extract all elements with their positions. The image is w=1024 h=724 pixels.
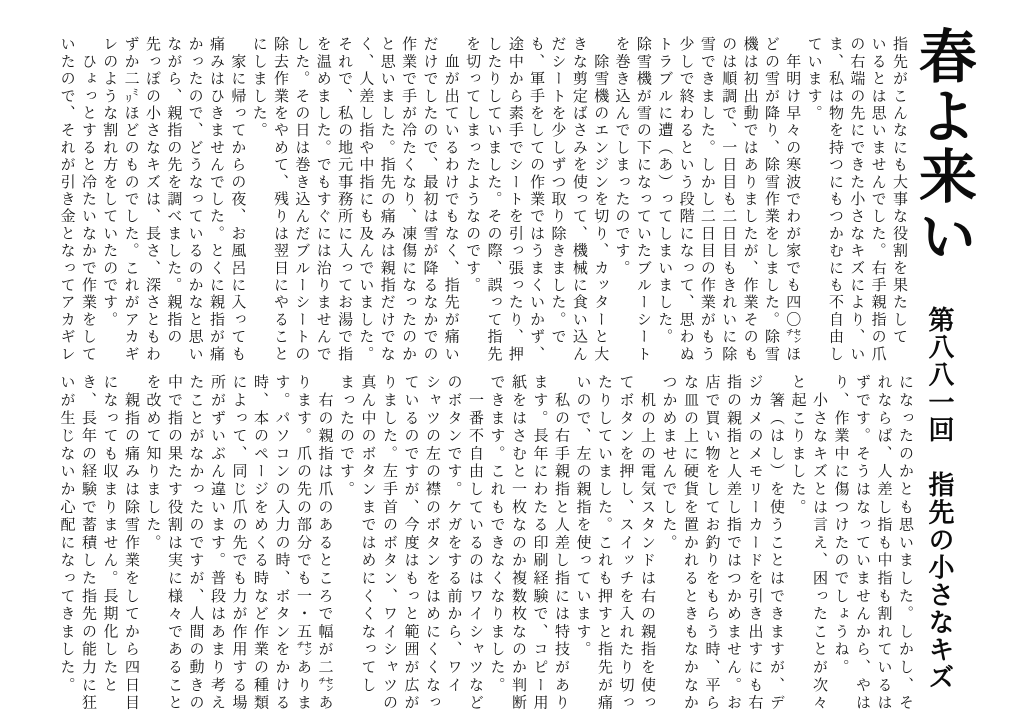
- text-column: トラブルに遭（あ）ってしまいました。: [656, 36, 674, 346]
- text-column: す。パソコンの入力の時、ボタンをかける: [273, 374, 291, 713]
- text-column: どの雪が降り、除雪作業をしました。除雪: [762, 36, 780, 363]
- text-column: 途中から素手でシートを引っ張ったり、押: [506, 36, 524, 363]
- text-column: 指の親指と人差し指ではつかめません。お: [725, 374, 742, 713]
- text-column: 中で指の果たす役割は実に様々であること: [166, 374, 183, 713]
- text-column: だシートを少しずつ取り除きました。で: [549, 36, 567, 346]
- text-column: 箸（はし）を使うことはできますが、デ: [768, 374, 785, 713]
- text-column: 作業で手が冷たくなり、凍傷になったのか: [400, 36, 418, 363]
- text-column: を温めました。でもすぐには治りませんで: [314, 36, 332, 363]
- text-column: のは順調で、一日目も二日目もきれいに除: [720, 36, 738, 363]
- text-column: 親指の痛みは除雪作業をしてから四日目: [123, 374, 140, 713]
- text-column: 一番不自由しているのはワイシャツなど: [467, 374, 484, 713]
- text-column: になっても収まりません。長期化したと: [101, 374, 119, 695]
- text-column: いるとは思いませんでした。右手親指の爪: [869, 36, 887, 363]
- text-column: ジカメのメモリーカードを引き出すにも右: [746, 374, 764, 713]
- text-column: 紙をはさむと一枚なのか複数枚なのか判断: [510, 374, 527, 713]
- text-column: ま、私は物を持つにもつかむにも不自由し: [826, 36, 844, 363]
- text-column: 時、本のページをめくる時など作業の種類: [252, 374, 269, 713]
- text-column: 家に帰ってからの夜、お風呂に入っても: [229, 36, 247, 363]
- text-column: と起こりました。: [789, 374, 807, 517]
- text-column: いので、左の親指を使っています。: [574, 374, 592, 659]
- article-subtitle: 第八八一回 指先の小さなキズ: [925, 306, 955, 691]
- text-column: を切ってしまったようなのです。: [464, 36, 482, 294]
- text-column: ているのですが、今度はもっと範囲が広が: [402, 374, 420, 713]
- text-column: 店で買い物をしてお釣りをもらう時、平ら: [703, 374, 721, 713]
- text-column: によって、同じ爪の先でも力が作用する場: [230, 374, 248, 713]
- text-column: たことがなかったのですが、人間の動きの: [187, 374, 205, 713]
- text-column: と思いました。指先の痛みは親指だけでな: [378, 36, 396, 363]
- text-column: ります。爪の先の部分でも一・五㌢ありま: [295, 374, 312, 713]
- text-column: ずか二㍉ほどのものでした。これがアカギ: [122, 36, 140, 363]
- text-column: かったので、どうなっているのかなと思い: [186, 36, 204, 363]
- text-column: にしました。: [250, 36, 268, 140]
- text-column: つかめませんでした。: [660, 374, 678, 552]
- text-column: 机の上の電気スタンドは右の親指を使っ: [639, 374, 656, 713]
- article-title: 春よ来い: [910, 26, 975, 266]
- text-column: になったのかとも思いました。しかし、そ: [897, 374, 914, 713]
- text-column: も、軍手をしての作業ではうまくいかず、: [528, 36, 546, 363]
- text-column: な皿の上に硬貨を置かれるときもなかなか: [682, 374, 699, 713]
- text-column: レのような割れ方をしていたのです。: [101, 36, 119, 329]
- text-column: いたので、それが引き金となってアカギレ: [58, 36, 76, 363]
- text-column: く、人差し指や中指にも及んでいました。: [357, 36, 375, 363]
- text-column: を巻き込んでしまったのです。: [613, 36, 631, 277]
- article-body-upper: [53, 36, 907, 368]
- text-column: いが生じないか心配になってきました。: [58, 374, 76, 695]
- text-column: 小さなキズとは言え、困ったことが次々: [811, 374, 828, 713]
- text-column: 真ん中のボタンまではめにくくなってし: [359, 374, 377, 695]
- text-column: 年明け早々の寒波でわが家でも四〇㌢ほ: [784, 36, 802, 363]
- text-column: 少しで終わるという段階になって、思わぬ: [677, 36, 695, 363]
- article-body-lower: [53, 374, 913, 722]
- text-column: の右端の先にできた小さなキズにより、い: [848, 36, 866, 363]
- text-column: 痛みはひきませんでした。とくに親指が痛: [208, 36, 225, 363]
- text-column: き、長年の経験で蓄積した指先の能力に狂: [80, 374, 97, 713]
- text-column: したりしていました。その際、誤って指先: [485, 36, 503, 363]
- text-column: 機は初出動ではありましたが、作業そのも: [741, 36, 759, 363]
- text-column: きな剪定ばさみを使って、機械に食い込ん: [570, 36, 588, 363]
- text-column: り、作業中に傷つけたのでしょうね。: [832, 374, 850, 677]
- text-column: ひょっとすると冷たいなかで作業をして: [79, 36, 97, 363]
- text-column: した。その日は巻き込んだブルーシートの: [293, 36, 311, 363]
- text-column: まったのです。: [338, 374, 355, 499]
- text-column: 右の親指は爪のあるところで幅が二㌢あ: [316, 374, 334, 713]
- text-column: のボタンです。ケガをする前から、ワイ: [445, 374, 463, 695]
- text-column: 除雪機が雪の下になっていたブルーシート: [634, 36, 652, 363]
- text-column: 雪できました。しかし二日目の作業がもう: [698, 36, 716, 363]
- text-column: ています。: [805, 36, 823, 122]
- text-column: ずです。そうはなっていませんから、やは: [854, 374, 871, 713]
- text-column: 指先がこんなにも大事な役割を果たして: [891, 36, 908, 346]
- text-column: 私の右手親指と人差し指には特技があり: [553, 374, 570, 713]
- text-column: 除雪機のエンジンを切り、カッターと大: [592, 36, 610, 363]
- text-column: それで、私の地元事務所に入ってお湯で指: [336, 36, 354, 363]
- text-column: ます。長年にわたる印刷経験で、コピー用: [531, 374, 549, 713]
- text-column: りました。左手首のボタン、ワイシャツの: [381, 374, 398, 713]
- text-column: れならば、人差し指も中指も割れているは: [875, 374, 893, 713]
- text-column: を改めて知りました。: [144, 374, 162, 552]
- text-column: 先っぽの小さなキズは、長さ、深さともわ: [143, 36, 161, 363]
- text-column: てボタンを押し、スイッチを入れたり切っ: [617, 374, 635, 713]
- text-column: 除去作業をやめて、残りは翌日にやること: [272, 36, 290, 363]
- text-column: できます。これもできなくなりました。: [488, 374, 506, 695]
- text-column: シャツの左の襟のボタンをはめにくくなっ: [424, 374, 441, 713]
- text-column: 血が出ているわけでもなく、指先が痛い: [442, 36, 460, 363]
- text-column: 所がずいぶん違います。普段はあまり考え: [209, 374, 226, 713]
- text-column: ながら、親指の先を調べました。親指の: [165, 36, 183, 346]
- text-column: だけでしたので、最初は雪が降るなかでの: [421, 36, 439, 363]
- text-column: たりしていました。これも押すと指先が痛: [596, 374, 613, 713]
